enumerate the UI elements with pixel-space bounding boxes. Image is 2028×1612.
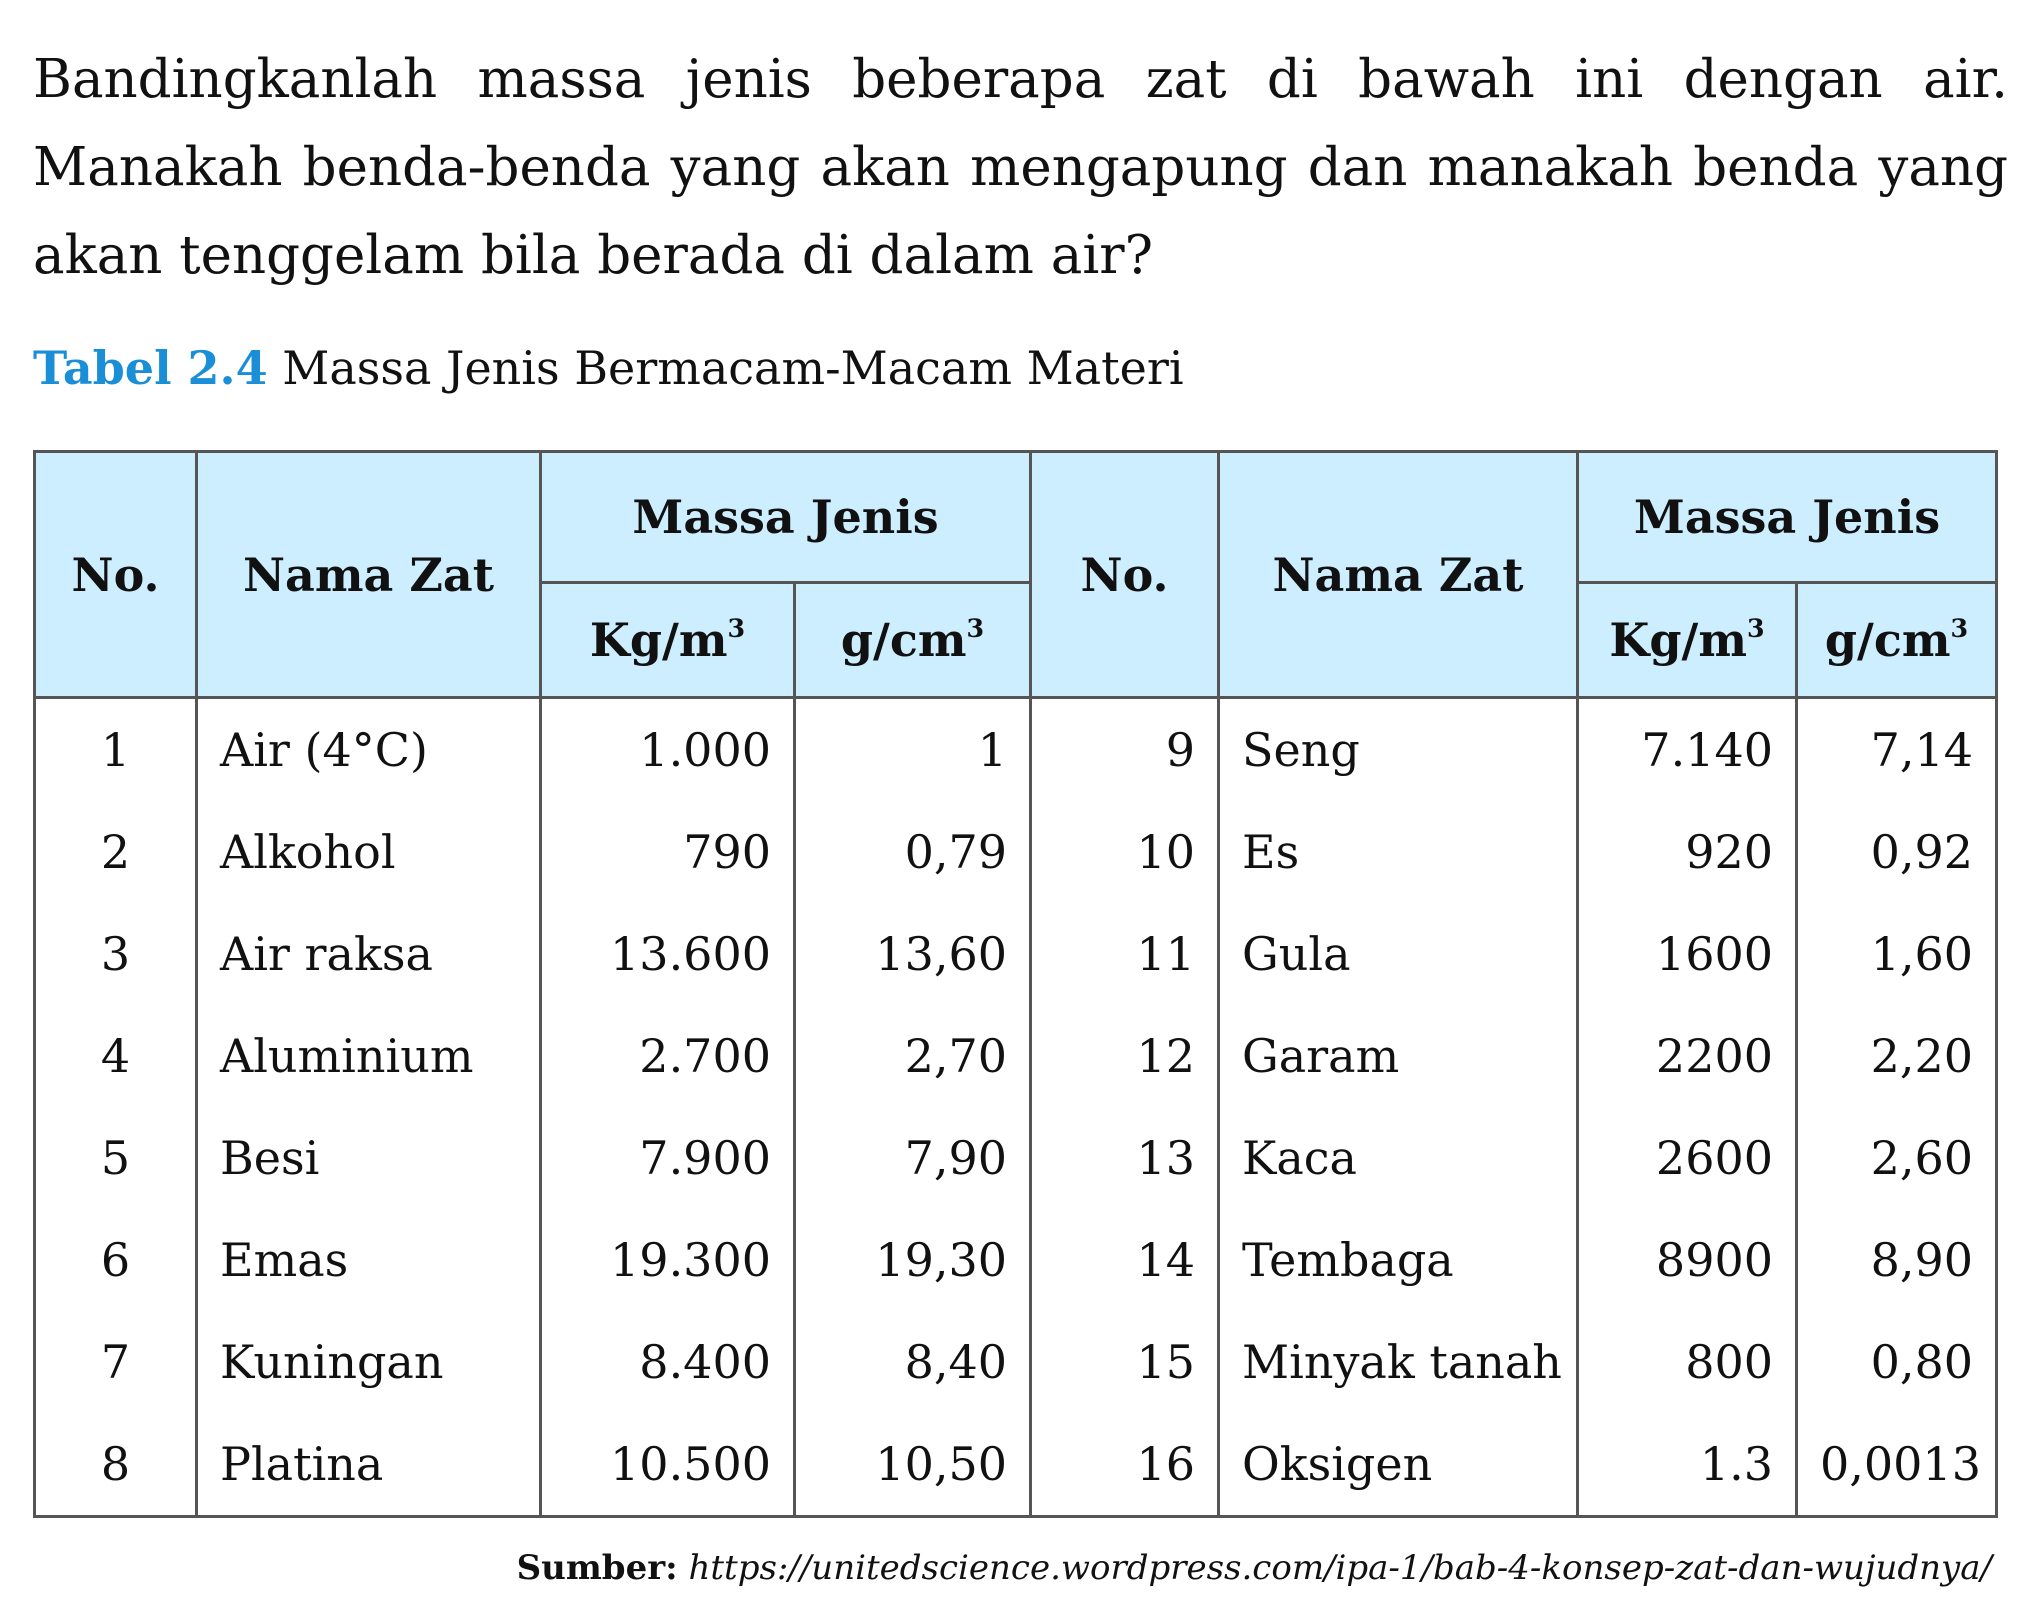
cell-kg: 2200 <box>1578 1005 1797 1107</box>
cell-name: Kaca <box>1219 1107 1578 1209</box>
unit-kg-base: Kg/m <box>1609 613 1747 667</box>
cell-no: 12 <box>1031 1005 1219 1107</box>
table-caption-label: Tabel 2.4 <box>33 341 268 395</box>
cell-kg: 7.900 <box>541 1107 795 1209</box>
cell-kg: 2600 <box>1578 1107 1797 1209</box>
cell-g: 8,40 <box>795 1311 1031 1413</box>
header-density-left: Massa Jenis <box>541 452 1031 583</box>
cell-kg: 10.500 <box>541 1413 795 1517</box>
cell-name: Gula <box>1219 903 1578 1005</box>
header-unit-g-left <box>795 583 1031 698</box>
cell-no: 5 <box>35 1107 197 1209</box>
cell-kg: 8900 <box>1578 1209 1797 1311</box>
table-row <box>35 801 1997 903</box>
cell-g: 2,70 <box>795 1005 1031 1107</box>
header-unit-g-right <box>1797 583 1997 698</box>
unit-kg-base: Kg/m <box>589 613 728 667</box>
cell-g: 1,60 <box>1797 903 1997 1005</box>
cell-g: 0,92 <box>1797 801 1997 903</box>
unit-g-base: g/cm <box>840 613 967 667</box>
cell-name: Kuningan <box>197 1311 541 1413</box>
source-url: https://unitedscience.wordpress.com/ipa-1/bab-4-konsep-zat-dan-wujudnya/ <box>688 1548 1992 1588</box>
cell-kg: 920 <box>1578 801 1797 903</box>
cell-no: 6 <box>35 1209 197 1311</box>
cell-kg: 19.300 <box>541 1209 795 1311</box>
cell-no: 11 <box>1031 903 1219 1005</box>
cell-kg: 1.000 <box>541 698 795 802</box>
cell-kg: 8.400 <box>541 1311 795 1413</box>
table-row <box>35 1209 1997 1311</box>
density-table <box>33 450 1998 1518</box>
header-density-right: Massa Jenis <box>1578 452 1997 583</box>
table-row <box>35 1413 1997 1517</box>
cell-no: 9 <box>1031 698 1219 802</box>
cell-kg: 790 <box>541 801 795 903</box>
cell-g: 1 <box>795 698 1031 802</box>
table-caption <box>33 340 1184 396</box>
cell-no: 8 <box>35 1413 197 1517</box>
cell-no: 1 <box>35 698 197 802</box>
question-text: Bandingkanlah massa jenis beberapa zat di bawah ini dengan air. Manakah benda-benda yang akan mengapung dan manakah benda yang akan tenggelam bila berada di dalam air? <box>33 49 2008 286</box>
header-name-left: Nama Zat <box>197 452 541 698</box>
unit-exponent: 3 <box>966 613 985 644</box>
table-row <box>35 698 1997 802</box>
cell-no: 16 <box>1031 1413 1219 1517</box>
cell-g: 10,50 <box>795 1413 1031 1517</box>
unit-exponent: 3 <box>1747 613 1765 644</box>
cell-kg: 1.3 <box>1578 1413 1797 1517</box>
cell-no: 3 <box>35 903 197 1005</box>
cell-no: 2 <box>35 801 197 903</box>
header-unit-kg-right <box>1578 583 1797 698</box>
table-caption-title: Massa Jenis Bermacam-Macam Materi <box>282 341 1184 395</box>
cell-g: 19,30 <box>795 1209 1031 1311</box>
cell-name: Tembaga <box>1219 1209 1578 1311</box>
cell-kg: 1600 <box>1578 903 1797 1005</box>
table-row <box>35 1005 1997 1107</box>
cell-g: 2,60 <box>1797 1107 1997 1209</box>
cell-g: 0,79 <box>795 801 1031 903</box>
cell-kg: 7.140 <box>1578 698 1797 802</box>
cell-kg: 13.600 <box>541 903 795 1005</box>
cell-g: 13,60 <box>795 903 1031 1005</box>
table-row <box>35 1107 1997 1209</box>
cell-g: 7,90 <box>795 1107 1031 1209</box>
cell-name: Oksigen <box>1219 1413 1578 1517</box>
table-row <box>35 903 1997 1005</box>
cell-name: Aluminium <box>197 1005 541 1107</box>
cell-no: 14 <box>1031 1209 1219 1311</box>
header-name-right: Nama Zat <box>1219 452 1578 698</box>
cell-g: 7,14 <box>1797 698 1997 802</box>
cell-g: 0,80 <box>1797 1311 1997 1413</box>
cell-name: Air raksa <box>197 903 541 1005</box>
cell-name: Garam <box>1219 1005 1578 1107</box>
cell-name: Besi <box>197 1107 541 1209</box>
cell-no: 7 <box>35 1311 197 1413</box>
cell-name: Es <box>1219 801 1578 903</box>
cell-g: 2,20 <box>1797 1005 1997 1107</box>
cell-no: 10 <box>1031 801 1219 903</box>
source-label: Sumber: <box>516 1548 678 1588</box>
unit-exponent: 3 <box>727 613 746 644</box>
cell-name: Seng <box>1219 698 1578 802</box>
cell-name: Alkohol <box>197 801 541 903</box>
cell-name: Emas <box>197 1209 541 1311</box>
header-unit-kg-left <box>541 583 795 698</box>
header-no-right: No. <box>1031 452 1219 698</box>
cell-name: Platina <box>197 1413 541 1517</box>
cell-no: 15 <box>1031 1311 1219 1413</box>
header-no-left: No. <box>35 452 197 698</box>
cell-g: 0,0013 <box>1797 1413 1997 1517</box>
source-citation <box>517 1548 1992 1588</box>
cell-no: 4 <box>35 1005 197 1107</box>
cell-kg: 2.700 <box>541 1005 795 1107</box>
table-row <box>35 1311 1997 1413</box>
cell-g: 8,90 <box>1797 1209 1997 1311</box>
cell-name: Air (4°C) <box>197 698 541 802</box>
unit-exponent: 3 <box>1950 613 1969 644</box>
unit-g-base: g/cm <box>1824 613 1951 667</box>
cell-name: Minyak tanah <box>1219 1311 1578 1413</box>
cell-no: 13 <box>1031 1107 1219 1209</box>
cell-kg: 800 <box>1578 1311 1797 1413</box>
